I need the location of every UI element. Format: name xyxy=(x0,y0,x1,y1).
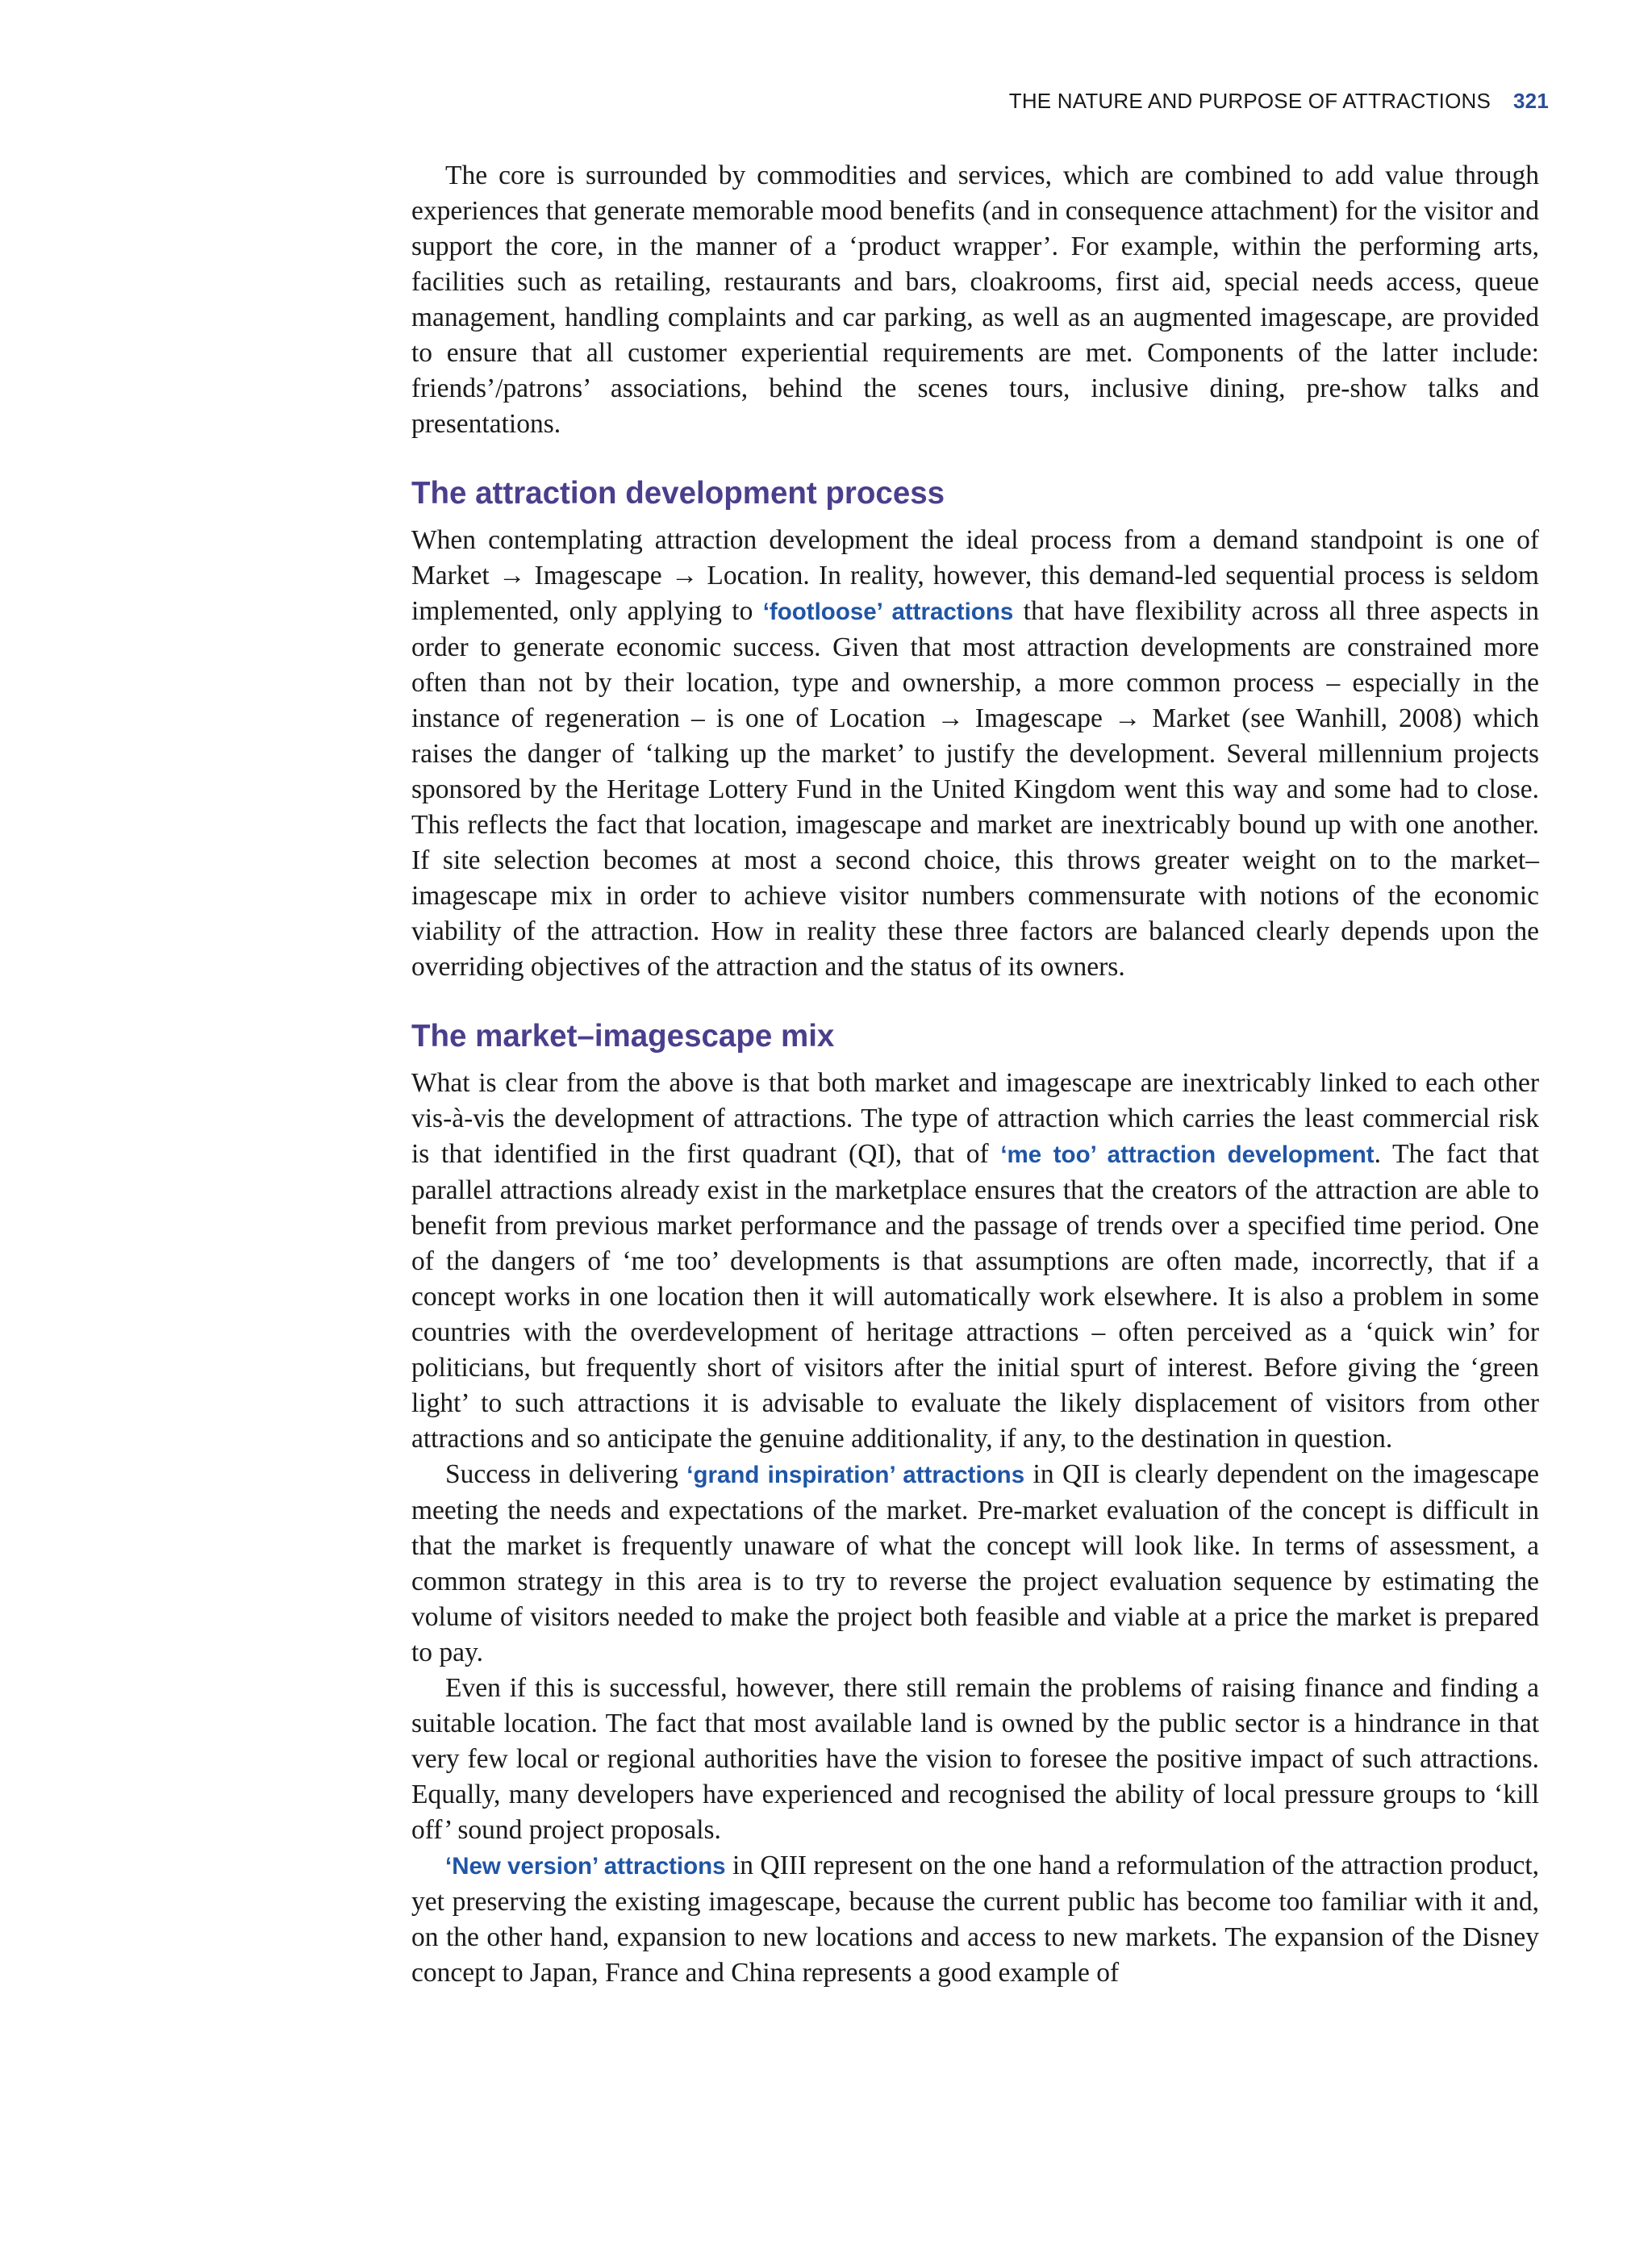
running-title: THE NATURE AND PURPOSE OF ATTRACTIONS xyxy=(1008,89,1491,113)
body-text xyxy=(411,158,1539,1991)
text-run: that have flexibility across all three aspects in order to generate economic success. Given that most attraction developments are constrained more often than not by their location, type and ownership, a more common process – especially in the instance of regeneration – is one of Location → Imagescape → Market (see Wanhill, 2008) which raises the danger of ‘talking up the market’ to justify the development. Several millennium projects sponsored by the Heritage Lottery Fund in the United Kingdom went this way and some had to close. This reflects the fact that location, imagescape and market are inextricably bound up with one another. If site selection becomes at most a second choice, this throws greater weight on to the market–imagescape mix in order to achieve visitor numbers commensurate with notions of the economic viability of the attraction. How in reality these three factors are balanced clearly depends upon the overriding objectives of the attraction and the status of its owners. xyxy=(411,596,1539,982)
text-run: What is clear from the above is that both market and imagescape are inextricably linked to each other vis-à-vis the development of attractions. The type of attraction which carries the least commercial risk is that identified in the first quadrant (QI), that of xyxy=(411,1068,1539,1169)
key-term-me-too: ‘me too’ attraction development xyxy=(1000,1141,1375,1168)
text-run: Success in delivering xyxy=(445,1459,687,1489)
paragraph-grand-inspiration xyxy=(411,1457,1539,1671)
key-term-footloose: ‘footloose’ attractions xyxy=(762,599,1014,625)
text-run: When contemplating attraction development the ideal process from a demand standpoint is one of Market → Imagescape → Location. In reality, however, this demand-led sequential process is seldom implemented, only applying to xyxy=(411,525,1539,626)
heading-market-imagescape-mix: The market–imagescape mix xyxy=(411,1019,835,1054)
key-term-new-version: ‘New version’ attractions xyxy=(445,1853,726,1880)
key-term-grand-inspiration: ‘grand inspiration’ attractions xyxy=(686,1462,1025,1488)
running-header xyxy=(1009,89,1549,114)
text-run: in QIII represent on the one hand a reformulation of the attraction product, yet preserving the existing imagescape, because the current public has become too familiar with it and, on the other hand, expansion to new locations and access to new markets. The expansion of the Disney concept to Japan, France and China represents a good example of xyxy=(411,1851,1539,1988)
paragraph-development-process xyxy=(411,523,1539,985)
paragraph-core: The core is surrounded by commodities and services, which are combined to add value through experiences that generate memorable mood benefits (and in consequence attachment) for the visitor and support the core, in the manner of a ‘product wrapper’. For example, within the performing arts, facilities such as retailing, restaurants and bars, cloakrooms, first aid, special needs access, queue management, handling complaints and car parking, as well as an augmented imagescape, are provided to ensure that all customer experiential requirements are met. Components of the latter include: friends’/patrons’ associations, behind the scenes tours, inclusive dining, pre-show talks and presentations. xyxy=(411,161,1539,439)
paragraph-me-too xyxy=(411,1066,1539,1457)
page-number: 321 xyxy=(1513,89,1549,113)
text-run: in QII is clearly dependent on the imagescape meeting the needs and expectations of the market. Pre-market evaluation of the concept is difficult in that the market is frequently unaware of what the concept will look like. In terms of assessment, a common strategy in this area is to try to reverse the project evaluation sequence by estimating the volume of visitors needed to make the project both feasible and viable at a price the market is prepared to pay. xyxy=(411,1459,1540,1667)
paragraph-new-version xyxy=(411,1848,1539,1991)
paragraph-finance-location: Even if this is successful, however, there still remain the problems of raising finance and finding a suitable location. The fact that most available land is owned by the public sector is a hindrance in that very few local or regional authorities have the vision to foresee the positive impact of such attractions. Equally, many developers have experienced and recognised the ability of local pressure groups to ‘kill off’ sound project proposals. xyxy=(411,1673,1539,1845)
heading-attraction-development-process: The attraction development process xyxy=(411,476,945,511)
text-run: . The fact that parallel attractions already exist in the marketplace ensures that the creators of the attraction are able to benefit from previous market performance and the passage of trends over a specified time period. One of the dangers of ‘me too’ developments is that assumptions are often made, incorrectly, that if a concept works in one location then it will automatically work elsewhere. It is also a problem in some countries with the overdevelopment of heritage attractions – often perceived as a ‘quick win’ for politicians, but frequently short of visitors after the initial spurt of interest. Before giving the ‘green light’ to such attractions it is advisable to evaluate the likely displacement of visitors from other attractions and so anticipate the genuine additionality, if any, to the destination in question. xyxy=(411,1139,1539,1454)
